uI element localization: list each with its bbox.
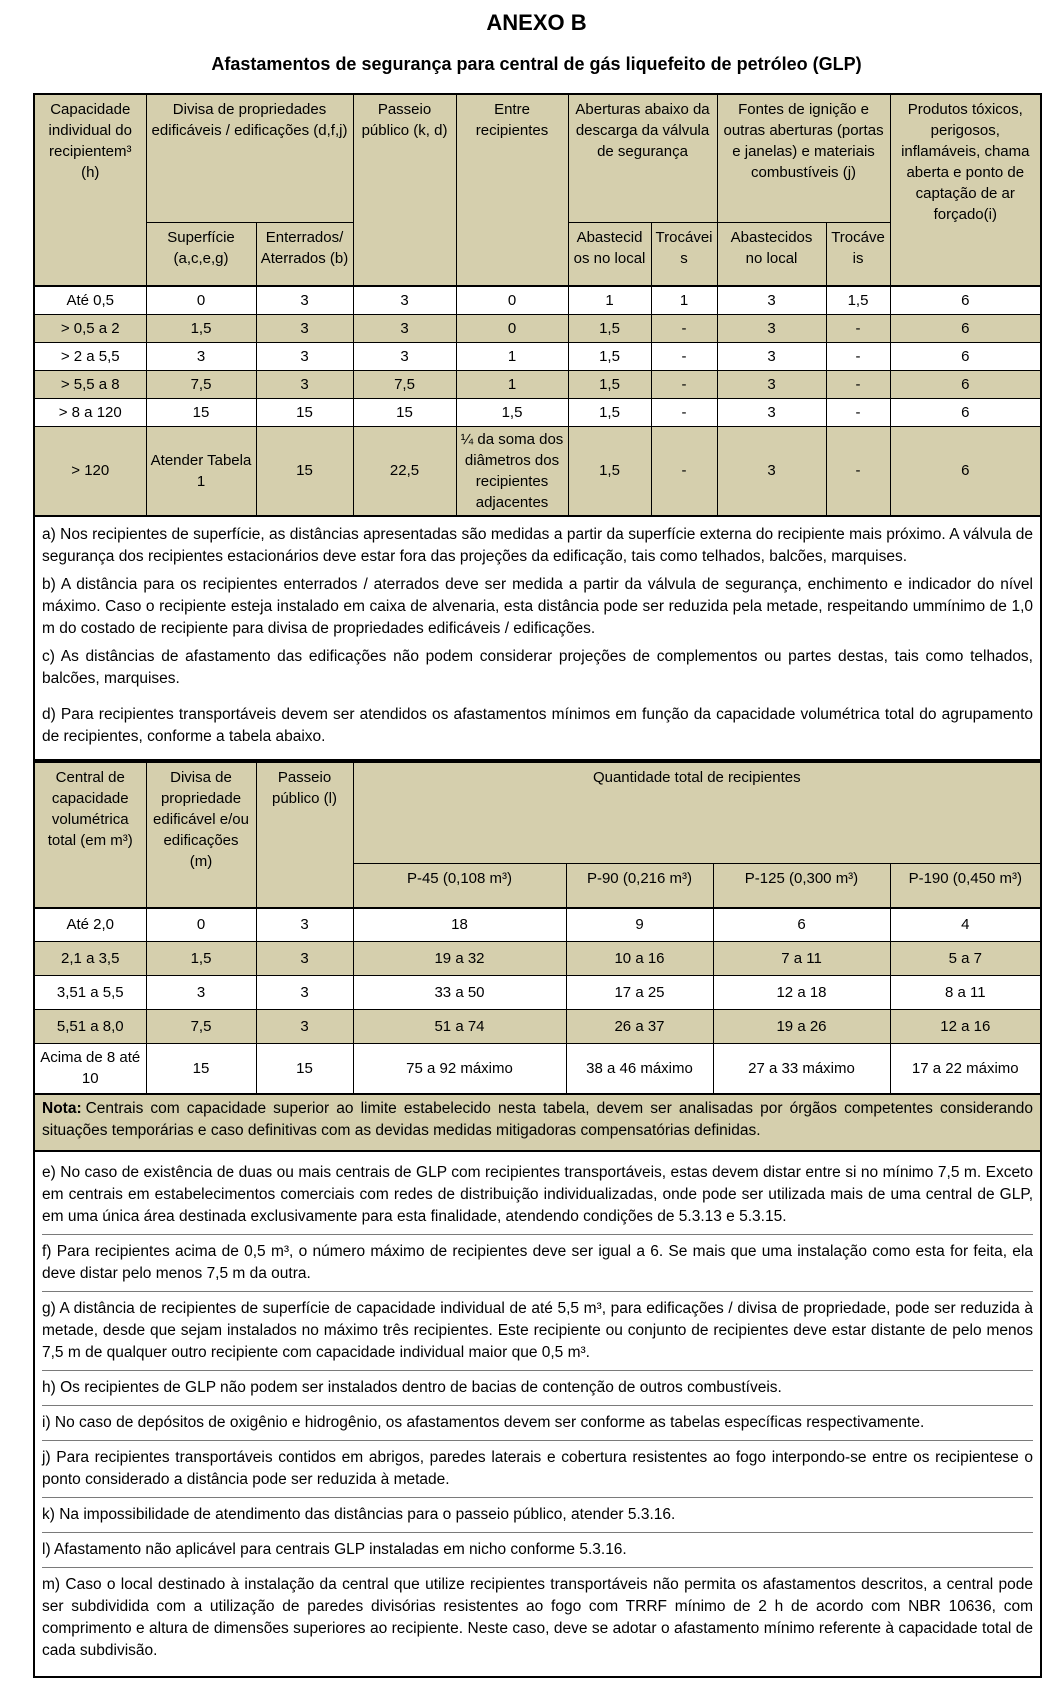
- t2-cell: 12 a 18: [713, 976, 890, 1010]
- t1-cell: > 120: [34, 426, 146, 516]
- t1-cell: 1,5: [456, 398, 568, 426]
- t1-cell: 15: [353, 398, 456, 426]
- t2-cell: 15: [146, 1044, 256, 1094]
- t2-cell: 7 a 11: [713, 942, 890, 976]
- t1-cell: -: [826, 342, 890, 370]
- note-f: f) Para recipientes acima de 0,5 m³, o número máximo de recipientes deve ser igual a 6. Se mais que uma instalação como esta for feita, ela deve distar pelo menos 7,5 m da outra.: [42, 1234, 1033, 1291]
- t1-cell: 1,5: [568, 342, 651, 370]
- individual-capacity-distances-table: [33, 93, 1042, 517]
- t2-cell: 8 a 11: [890, 976, 1041, 1010]
- table-row: [34, 1010, 1041, 1044]
- t2-cell: 3: [146, 976, 256, 1010]
- t2-subheader-p190: P-190 (0,450 m³): [890, 864, 1041, 908]
- table-row: [34, 342, 1041, 370]
- t2-cell: 3: [256, 976, 353, 1010]
- table-row: [34, 908, 1041, 942]
- t1-cell: 3: [717, 370, 826, 398]
- t1-subheader-superficie: Superfície (a,c,e,g): [146, 222, 256, 286]
- t2-header-divisa: Divisa de propriedade edificável e/ou edificações (m): [146, 762, 256, 908]
- t2-header-passeio: Passeio público (l): [256, 762, 353, 908]
- t2-cell: 9: [566, 908, 713, 942]
- t1-cell: -: [826, 426, 890, 516]
- t2-cell: 4: [890, 908, 1041, 942]
- t2-cell: 19 a 26: [713, 1010, 890, 1044]
- t1-cell: -: [826, 314, 890, 342]
- t1-cell: 0: [456, 286, 568, 314]
- t1-cell: 1: [456, 370, 568, 398]
- t1-header-capacidade: Capacidade individual do recipientem³ (h): [34, 94, 146, 286]
- nota-row: [34, 1094, 1041, 1151]
- t1-cell: 0: [456, 314, 568, 342]
- t2-cell: 26 a 37: [566, 1010, 713, 1044]
- t1-cell: 3: [717, 398, 826, 426]
- note-c: c) As distâncias de afastamento das edificações não podem considerar projeções de complementos ou partes destas, tais como telhados, balcões, marquises.: [42, 647, 1033, 687]
- document-title: ANEXO B: [486, 10, 587, 35]
- t1-cell: 1,5: [826, 286, 890, 314]
- note-e: e) No caso de existência de duas ou mais centrais de GLP com recipientes transportáveis, estas devem distar entre si no mínimo 7,5 m. Exceto em centrais em estabelecimentos comerciais com redes de distribuição individualizadas, onde pode ser utilizada mais de uma central de GLP, em uma única área destinada exclusivamente para esta finalidade, atendendo condições de 5.3.13 e 5.3.15.: [42, 1163, 1033, 1225]
- t1-cell: -: [826, 398, 890, 426]
- t1-cell: -: [651, 314, 717, 342]
- table-row: [34, 976, 1041, 1010]
- t1-header-fontes-ignicao: Fontes de ignição e outras aberturas (portas e janelas) e materiais combustíveis (j): [717, 94, 890, 222]
- note-i: i) No caso de depósitos de oxigênio e hidrogênio, os afastamentos devem ser conforme as tabelas específicas respectivamente.: [42, 1405, 1033, 1440]
- t1-cell: 1,5: [146, 314, 256, 342]
- note-g: g) A distância de recipientes de superfície de capacidade individual de até 5,5 m³, para edificações / divisa de propriedade, pode ser reduzida à metade, desde que sejam instalados no máximo três recipientes. Este recipiente ou conjunto de recipientes deve estar distante de pelo menos 7,5 m de qualquer outro recipiente com capacidade individual maior que 0,5 m³.: [42, 1291, 1033, 1370]
- t1-cell: 3: [717, 314, 826, 342]
- t1-subheader-trocaveis-2: Trocáveis: [826, 222, 890, 286]
- t1-cell: 3: [353, 342, 456, 370]
- t1-cell: -: [826, 370, 890, 398]
- t1-cell: 1: [456, 342, 568, 370]
- t1-cell: 1: [651, 286, 717, 314]
- t1-cell: 15: [146, 398, 256, 426]
- t2-header-central: Central de capacidade volumétrica total (em m³): [34, 762, 146, 908]
- note-b: b) A distância para os recipientes enterrados / aterrados deve ser medida a partir da válvula de segurança, enchimento e indicador do nível máximo. Caso o recipiente esteja instalado em caixa de alvenaria, esta distância pode ser reduzida pela metade, respeitando ummínimo de 1,0 m do costado de recipiente para divisa de propriedades edificáveis / edificações.: [42, 575, 1033, 637]
- t2-header-quantidade: Quantidade total de recipientes: [353, 762, 1041, 864]
- t2-cell: 0: [146, 908, 256, 942]
- t2-cell: 19 a 32: [353, 942, 566, 976]
- table-row: [34, 286, 1041, 314]
- t1-cell: 1,5: [568, 426, 651, 516]
- t1-cell: > 5,5 a 8: [34, 370, 146, 398]
- t2-cell: 6: [713, 908, 890, 942]
- t1-cell: 6: [890, 286, 1041, 314]
- t1-subheader-abastecidos-1: Abastecidos no local: [568, 222, 651, 286]
- notes-a-to-d: [33, 517, 1042, 761]
- t1-cell: > 2 a 5,5: [34, 342, 146, 370]
- t2-cell: 5 a 7: [890, 942, 1041, 976]
- t1-cell: ¼ da soma dos diâmetros dos recipientes adjacentes: [456, 426, 568, 516]
- t2-cell: 15: [256, 1044, 353, 1094]
- t1-cell: 3: [256, 314, 353, 342]
- t2-cell: 3: [256, 1010, 353, 1044]
- t1-cell: 0: [146, 286, 256, 314]
- t2-subheader-p45: P-45 (0,108 m³): [353, 864, 566, 908]
- t2-cell: 33 a 50: [353, 976, 566, 1010]
- table-row: [34, 398, 1041, 426]
- t1-cell: -: [651, 342, 717, 370]
- t1-cell: 3: [717, 426, 826, 516]
- t1-header-aberturas: Aberturas abaixo da descarga da válvula de segurança: [568, 94, 717, 222]
- t2-cell: 10 a 16: [566, 942, 713, 976]
- t2-cell: 17 a 25: [566, 976, 713, 1010]
- t1-cell: 6: [890, 426, 1041, 516]
- t2-subheader-p90: P-90 (0,216 m³): [566, 864, 713, 908]
- t1-cell: 3: [146, 342, 256, 370]
- note-m: m) Caso o local destinado à instalação da central que utilize recipientes transportáveis não permita os afastamentos descritos, a central pode ser subdividida com a utilização de paredes divisórias resistentes ao fogo com TRRF mínimo de 2 h de acordo com NBR 10636, com comprimento e altura de dimensões superiores ao recipiente. Neste caso, deve se adotar o afastamento mínimo referente à capacidade total de cada subdivisão.: [42, 1567, 1033, 1668]
- t1-cell: 15: [256, 398, 353, 426]
- t1-cell: 1,5: [568, 314, 651, 342]
- t1-cell: 3: [353, 286, 456, 314]
- nota-label: Nota:: [42, 1099, 82, 1117]
- t1-cell: 22,5: [353, 426, 456, 516]
- t1-cell: 6: [890, 342, 1041, 370]
- note-k: k) Na impossibilidade de atendimento das distâncias para o passeio público, atender 5.3.16.: [42, 1497, 1033, 1532]
- t2-cell: 1,5: [146, 942, 256, 976]
- t1-cell: 1,5: [568, 370, 651, 398]
- t1-cell: -: [651, 426, 717, 516]
- t2-cell: 18: [353, 908, 566, 942]
- t2-cell: Até 2,0: [34, 908, 146, 942]
- t1-cell: 3: [256, 286, 353, 314]
- note-j: j) Para recipientes transportáveis contidos em abrigos, paredes laterais e cobertura resistentes ao fogo interpondo-se entre os recipientese o ponto considerado a distância pode ser reduzida à metade.: [42, 1440, 1033, 1497]
- t1-cell: 6: [890, 314, 1041, 342]
- note-d: d) Para recipientes transportáveis devem ser atendidos os afastamentos mínimos em função da capacidade volumétrica total do agrupamento de recipientes, conforme a tabela abaixo.: [42, 705, 1033, 745]
- note-h: h) Os recipientes de GLP não podem ser instalados dentro de bacias de contenção de outros combustíveis.: [42, 1370, 1033, 1405]
- t1-cell: 7,5: [146, 370, 256, 398]
- table-row: [34, 1044, 1041, 1094]
- t1-cell: 3: [256, 370, 353, 398]
- volumetric-capacity-table: [33, 761, 1042, 1152]
- t1-cell: 6: [890, 398, 1041, 426]
- t1-cell: 1,5: [568, 398, 651, 426]
- t1-cell: 1: [568, 286, 651, 314]
- t1-cell: 6: [890, 370, 1041, 398]
- t1-header-divisa: Divisa de propriedades edificáveis / edificações (d,f,j): [146, 94, 353, 222]
- t1-cell: 15: [256, 426, 353, 516]
- t1-cell: 3: [717, 286, 826, 314]
- table-row: [34, 314, 1041, 342]
- t2-cell: 3,51 a 5,5: [34, 976, 146, 1010]
- t2-cell: 2,1 a 3,5: [34, 942, 146, 976]
- note-a: a) Nos recipientes de superfície, as distâncias apresentadas são medidas a partir da superfície externa do recipiente mais próximo. A válvula de segurança dos recipientes estacionários deve estar fora das projeções da edificação, tais como telhados, balcões, marquises.: [42, 525, 1033, 565]
- t1-cell: 3: [353, 314, 456, 342]
- table-row: [34, 426, 1041, 516]
- notes-e-to-m: [33, 1152, 1042, 1678]
- t1-header-passeio: Passeio público (k, d): [353, 94, 456, 286]
- t1-cell: -: [651, 398, 717, 426]
- t2-cell: 5,51 a 8,0: [34, 1010, 146, 1044]
- t1-cell: 7,5: [353, 370, 456, 398]
- t1-subheader-abastecidos-2: Abastecidos no local: [717, 222, 826, 286]
- table-row: [34, 370, 1041, 398]
- nota-cell: [34, 1094, 1041, 1151]
- t2-cell: 3: [256, 942, 353, 976]
- t1-cell: Até 0,5: [34, 286, 146, 314]
- t1-cell: > 8 a 120: [34, 398, 146, 426]
- t2-cell: 38 a 46 máximo: [566, 1044, 713, 1094]
- t1-subheader-enterrados: Enterrados/ Aterrados (b): [256, 222, 353, 286]
- t1-cell: 3: [717, 342, 826, 370]
- t1-cell: -: [651, 370, 717, 398]
- t1-header-produtos-toxicos: Produtos tóxicos, perigosos, inflamáveis, chama aberta e ponto de captação de ar forçado(i): [890, 94, 1041, 286]
- t2-cell: 3: [256, 908, 353, 942]
- nota-text: Centrais com capacidade superior ao limite estabelecido nesta tabela, devem ser analisadas por órgãos competentes considerando situações temporárias e caso definitivas com as devidas medidas mitigadoras compensatórias definidas.: [42, 1099, 1034, 1139]
- t2-cell: 7,5: [146, 1010, 256, 1044]
- t1-subheader-trocaveis-1: Trocáveis: [651, 222, 717, 286]
- t2-cell: 27 a 33 máximo: [713, 1044, 890, 1094]
- t1-cell: > 0,5 a 2: [34, 314, 146, 342]
- note-l: l) Afastamento não aplicável para centrais GLP instaladas em nicho conforme 5.3.16.: [42, 1532, 1033, 1567]
- document-subtitle: Afastamentos de segurança para central de gás liquefeito de petróleo (GLP): [211, 54, 862, 74]
- t2-cell: 12 a 16: [890, 1010, 1041, 1044]
- t2-cell: 75 a 92 máximo: [353, 1044, 566, 1094]
- t2-cell: 17 a 22 máximo: [890, 1044, 1041, 1094]
- t1-cell: 3: [256, 342, 353, 370]
- t1-header-entre-recipientes: Entre recipientes: [456, 94, 568, 286]
- t2-cell: Acima de 8 até 10: [34, 1044, 146, 1094]
- table-row: [34, 942, 1041, 976]
- t2-cell: 51 a 74: [353, 1010, 566, 1044]
- t2-subheader-p125: P-125 (0,300 m³): [713, 864, 890, 908]
- t1-cell: Atender Tabela 1: [146, 426, 256, 516]
